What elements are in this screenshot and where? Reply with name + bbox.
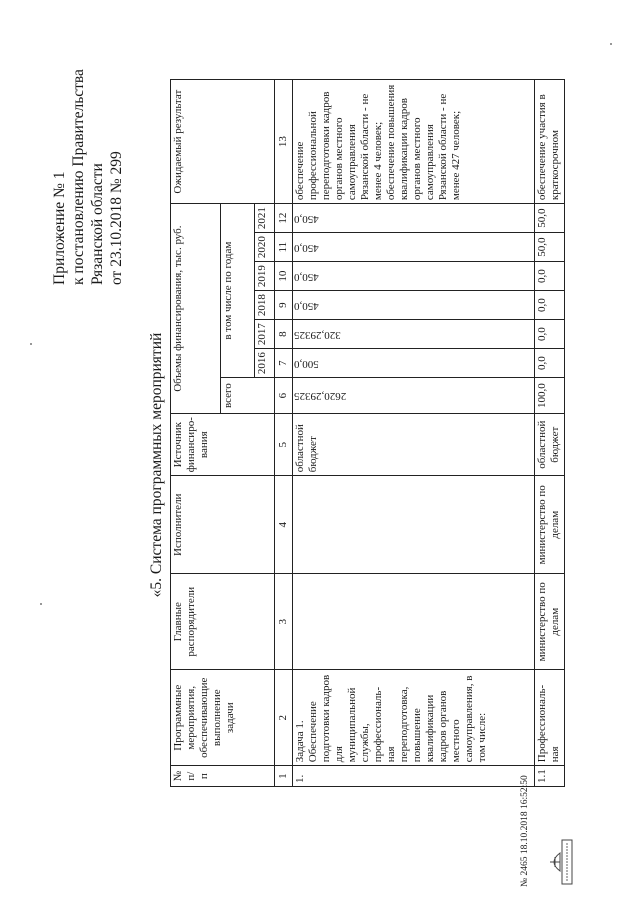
col-num: 9: [275, 291, 293, 320]
y2019-cell: [293, 262, 535, 291]
section-title: «5. Система программных мероприятий: [148, 332, 165, 598]
col-num: 6: [275, 378, 293, 414]
col-header-by-years: в том числе по годам: [221, 204, 255, 378]
total-cell: 100,0: [535, 378, 565, 414]
y2016-cell: 0,0: [535, 349, 565, 378]
year-2021: 2021: [255, 204, 275, 233]
y2016-value: 500,0: [294, 357, 319, 370]
col-num: 4: [275, 476, 293, 574]
col-num: 10: [275, 262, 293, 291]
y2017-value: 320,29325: [294, 328, 341, 341]
col-num: 8: [275, 320, 293, 349]
y2017-cell: 0,0: [535, 320, 565, 349]
y2016-cell: [293, 349, 535, 378]
col-header-source: Источник финансиро-вания: [171, 414, 275, 476]
appendix-header: [50, 69, 126, 285]
result-cell: обеспечение профессиональной переподготовки кадров органов местного самоуправления Рязанской области - не менее 4 человек; обеспечение повышения квалификации кадров органов местного самоуправления Рязанской области - не менее 427 человек;: [293, 80, 535, 204]
col-header-executors: Исполнители: [171, 476, 275, 574]
col-num: 1: [275, 766, 293, 787]
executors-cell: [293, 476, 535, 574]
total-cell: [293, 378, 535, 414]
year-2016: 2016: [255, 349, 275, 378]
table-row: [293, 80, 535, 787]
row-num: 1.: [293, 766, 535, 787]
col-num: 7: [275, 349, 293, 378]
scan-speck: [40, 603, 42, 605]
total-value: 2620,29325: [294, 390, 347, 403]
header-line-2: к постановлению Правительства: [70, 69, 87, 285]
header-line-3: Рязанской области: [89, 163, 106, 285]
y2020-value: 450,0: [294, 241, 319, 254]
col-num: 11: [275, 233, 293, 262]
col-num: 2: [275, 670, 293, 766]
registration-stamp: № 2465 18.10.2018 16:52:50: [520, 775, 530, 887]
y2018-cell: 0,0: [535, 291, 565, 320]
col-num: 3: [275, 574, 293, 670]
header-line-1: Приложение № 1: [51, 171, 68, 285]
col-header-events: Программные мероприятия, обеспечивающие выполнение задачи: [171, 670, 275, 766]
year-2018: 2018: [255, 291, 275, 320]
y2018-cell: [293, 291, 535, 320]
manager-cell: министерство по делам: [535, 574, 565, 670]
y2020-cell: 50,0: [535, 233, 565, 262]
result-cell: обеспечение участия в краткосрочном: [535, 80, 565, 204]
year-2019: 2019: [255, 262, 275, 291]
y2020-cell: [293, 233, 535, 262]
event-cell: Профессиональ-ная: [535, 670, 565, 766]
y2018-value: 450,0: [294, 299, 319, 312]
column-number-row: [275, 80, 293, 787]
col-header-volume: Объемы финансирования, тыс. руб.: [171, 204, 221, 414]
col-num: 5: [275, 414, 293, 476]
scan-speck: [30, 343, 32, 345]
row-num: 1.1: [535, 766, 565, 787]
table-row: [535, 80, 565, 787]
executor-cell: министерство по делам: [535, 476, 565, 574]
coat-of-arms-icon: [548, 839, 574, 885]
source-cell: областной бюджет: [293, 414, 535, 476]
y2021-cell: [293, 204, 535, 233]
y2017-cell: [293, 320, 535, 349]
y2019-cell: 0,0: [535, 262, 565, 291]
col-num: 12: [275, 204, 293, 233]
source-cell: областной бюджет: [535, 414, 565, 476]
header-line-4: от 23.10.2018 № 299: [108, 151, 125, 285]
year-2017: 2017: [255, 320, 275, 349]
col-header-result: Ожидаемый результат: [171, 80, 275, 204]
col-header-num: № п/п: [171, 766, 275, 787]
task-description: Задача 1. Обеспечение подготовки кадров для муниципальной службы, профессиональ-ная переподготовка, повышение квалификации кадров органов местного самоуправления, в том числе:: [293, 670, 535, 766]
year-2020: 2020: [255, 233, 275, 262]
managers-cell: [293, 574, 535, 670]
scan-speck: [610, 43, 612, 45]
col-num: 13: [275, 80, 293, 204]
program-events-table: [170, 79, 565, 787]
col-header-managers: Главные распорядители: [171, 574, 275, 670]
col-header-total: всего: [221, 378, 275, 414]
y2019-value: 450,0: [294, 270, 319, 283]
y2021-cell: 50,0: [535, 204, 565, 233]
y2021-value: 450,0: [294, 212, 319, 225]
